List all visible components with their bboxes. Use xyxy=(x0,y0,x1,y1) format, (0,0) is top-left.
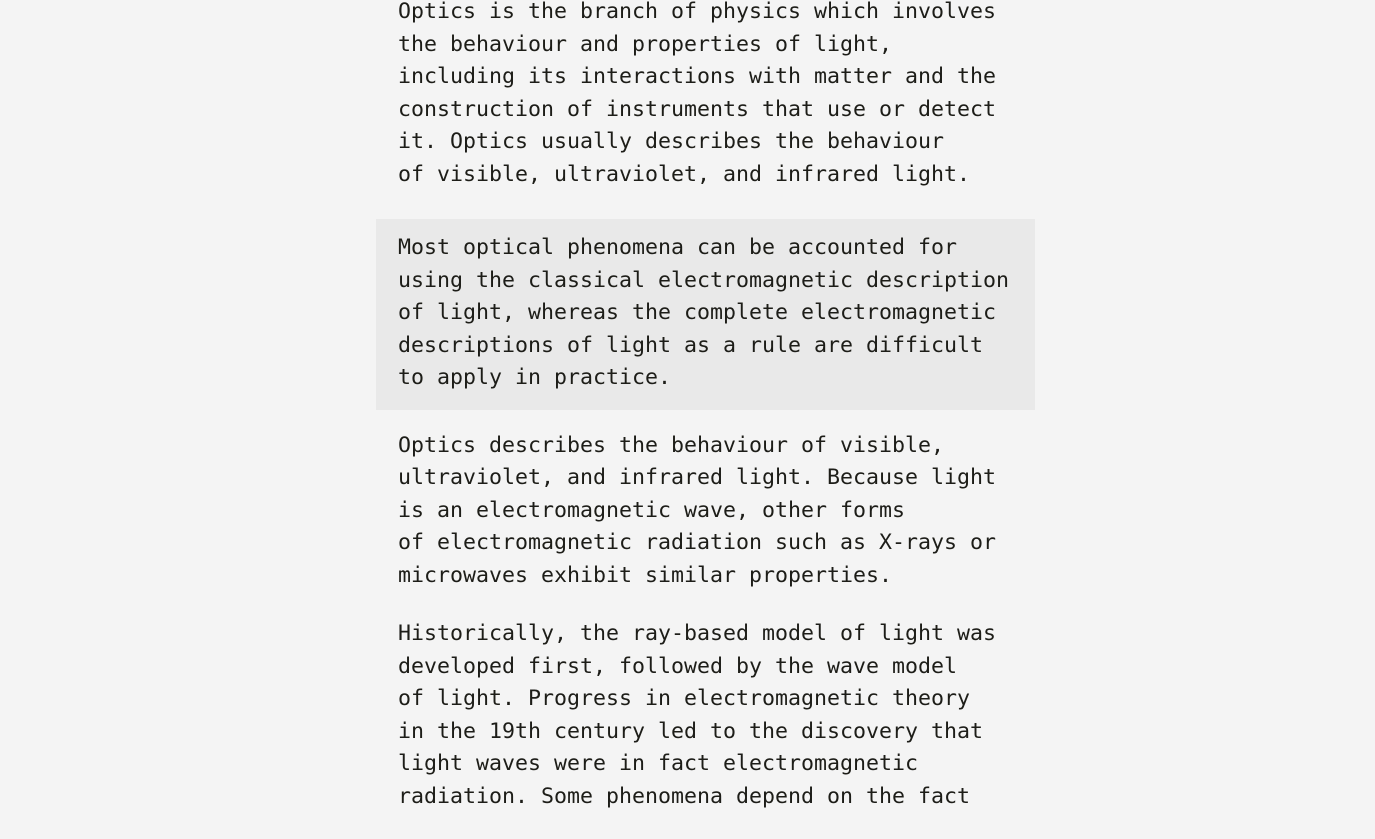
text-line: of light. Progress in electromagnetic theory xyxy=(398,686,971,711)
text-line: including its interactions with matter and the xyxy=(398,64,997,89)
text-line: Historically, the ray-based model of light was xyxy=(398,621,997,646)
paragraph-history-of-models xyxy=(376,618,1035,813)
text-line: Optics is the branch of physics which involves xyxy=(398,0,997,24)
text-line: of visible, ultraviolet, and infrared light. xyxy=(398,161,971,187)
text-line: to apply in practice. xyxy=(398,365,672,390)
text-line: of light, whereas the complete electromagnetic xyxy=(398,300,997,325)
paragraph-optics-describes xyxy=(376,430,1035,593)
text-line: the behaviour and properties of light, xyxy=(398,31,893,57)
text-line: construction of instruments that use or detect xyxy=(398,96,997,122)
text-line: light waves were in fact electromagnetic xyxy=(398,751,919,776)
text-line: it. Optics usually describes the behaviour xyxy=(398,129,945,154)
text-line: Most optical phenomena can be accounted for xyxy=(398,235,958,260)
text-line: is an electromagnetic wave, other forms xyxy=(398,497,906,523)
text-line: of electromagnetic radiation such as X-rays or xyxy=(398,530,997,555)
article-content xyxy=(376,0,1035,839)
text-line: developed first, followed by the wave model xyxy=(398,653,958,679)
text-line: Optics describes the behaviour of visible, xyxy=(398,432,945,458)
text-line: in the 19th century led to the discovery that xyxy=(398,718,984,744)
paragraph-optical-phenomena-highlighted xyxy=(376,219,1035,410)
text-line: microwaves exhibit similar properties. xyxy=(398,562,893,588)
text-line: radiation. Some phenomena depend on the fact xyxy=(398,783,971,809)
text-line: ultraviolet, and infrared light. Because light xyxy=(398,465,997,490)
text-line: using the classical electromagnetic description xyxy=(398,267,1010,293)
paragraph-optics-intro xyxy=(376,0,1035,191)
text-line: descriptions of light as a rule are difficult xyxy=(398,332,984,358)
